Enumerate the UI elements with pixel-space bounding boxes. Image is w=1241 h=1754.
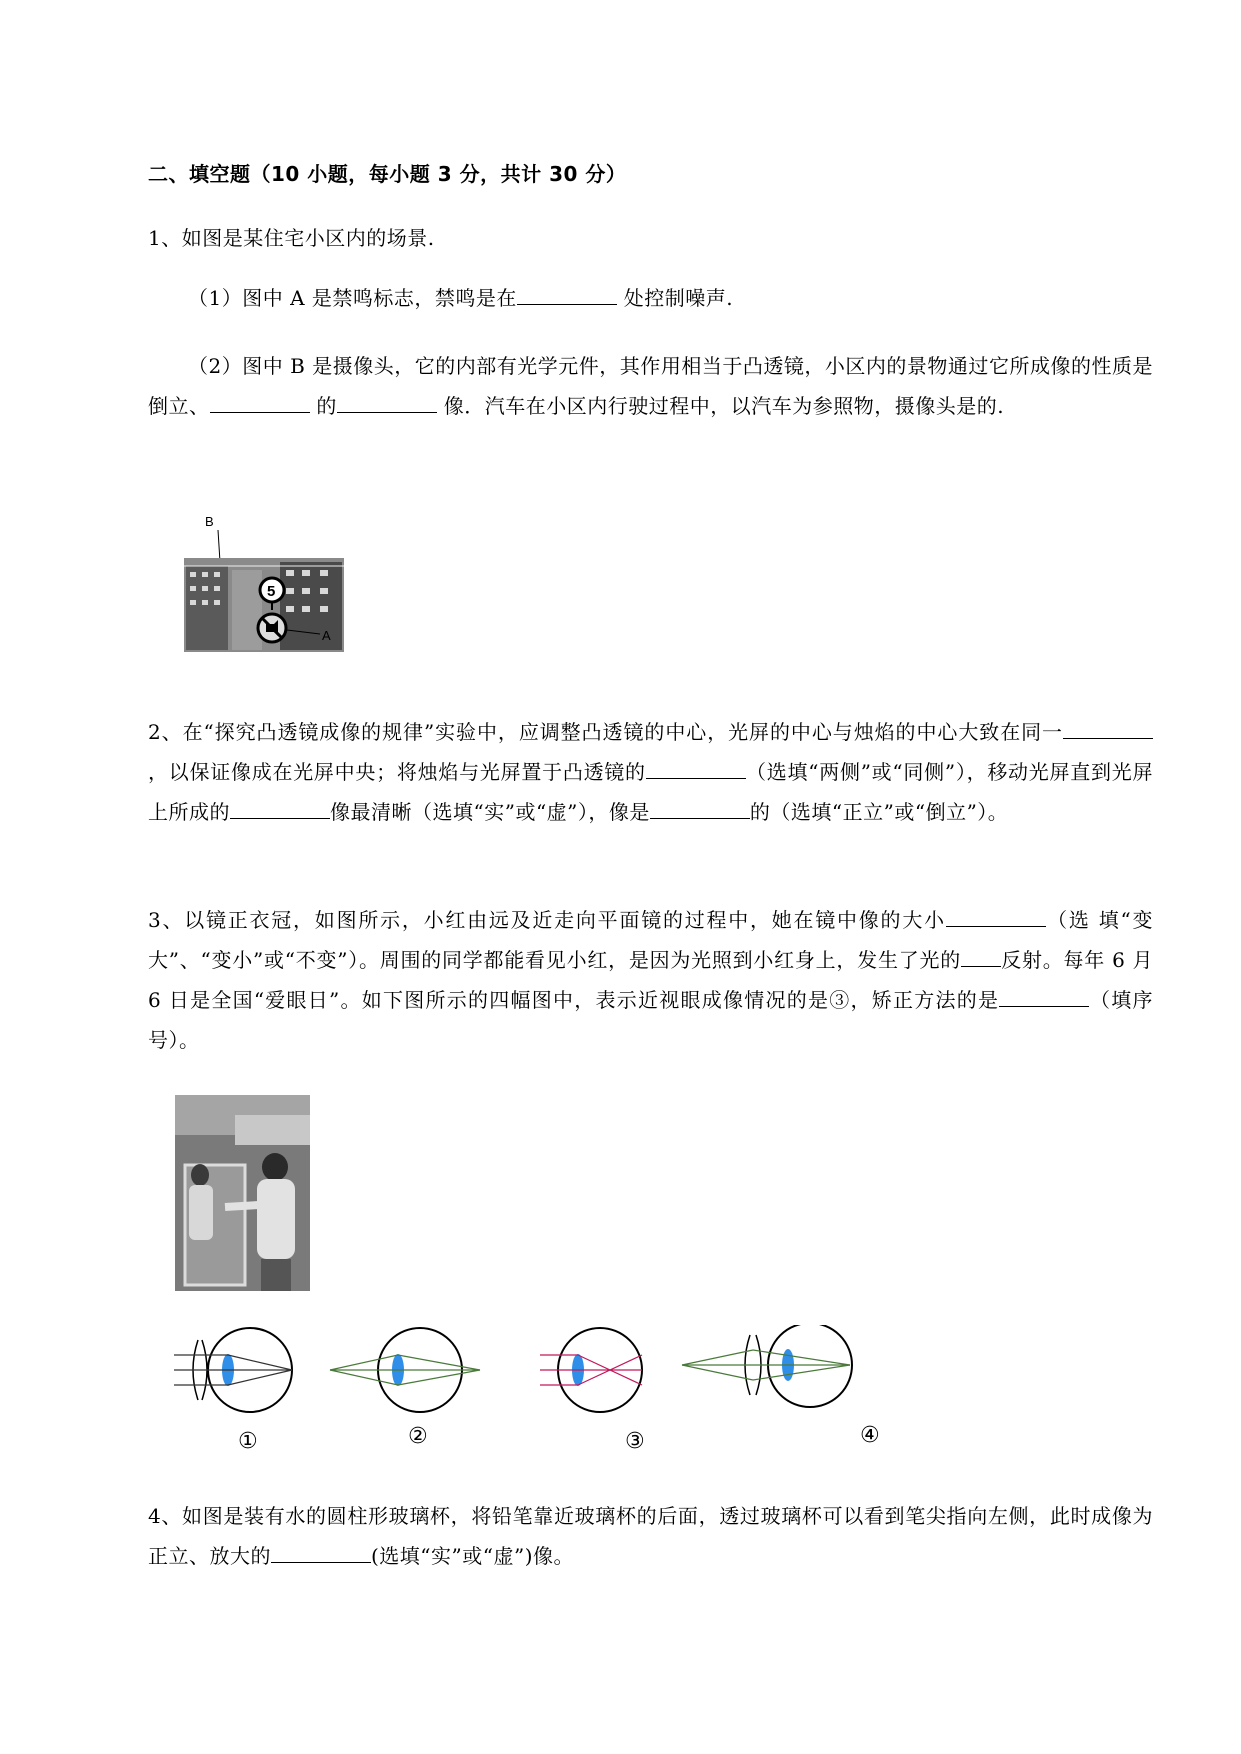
eye-diagram-4 [682,1325,852,1407]
q3-text-c: 反射。每年 6 月 6 日是全国“爱眼日”。如下图所示的四幅图中，表示近视眼成像情况的是③，矫正方法的是 [148,948,1153,1012]
q3-text [148,900,1153,1060]
q2-text-e: 的（选填“正立”或“倒立”）。 [749,800,1009,824]
eye-label-2: ② [408,1424,428,1449]
eye-label-4: ④ [860,1423,880,1448]
q2-text-a: 2、在“探究凸透镜成像的规律”实验中，应调整凸透镜的中心，光屏的中心与烛焰的中心大致在同一 [148,720,1063,744]
mirror-photo-figure [175,1095,310,1291]
eye-diagram-3 [540,1328,642,1412]
answer-blank[interactable] [337,390,437,413]
q3-text-b: （选 填“变大”、“变小”或“不变”）。周围的同学都能看见小红，是因为光照到小红身上，发生了光的 [148,908,1153,972]
eye-label-3: ③ [625,1429,645,1454]
q4-text-a: 4、如图是装有水的圆柱形玻璃杯，将铅笔靠近玻璃杯的后面，透过玻璃杯可以看到笔尖指向左侧，此时成像为正立、放大的 [148,1504,1153,1568]
answer-blank[interactable] [1063,716,1153,739]
answer-blank[interactable] [961,944,1001,967]
answer-blank[interactable] [646,756,746,779]
q1-part2-text-d: 的. [976,394,1005,418]
q1-part1-text-a: （1）图中 A 是禁鸣标志，禁鸣是在 [188,286,517,310]
q1-stem: 1、如图是某住宅小区内的场景. [148,226,435,250]
q4-text-b: (选填“实”或“虚”)像。 [371,1544,575,1568]
q3-text-d: （填序号）。 [148,988,1154,1052]
girl-figure [262,1153,288,1181]
figure-label-b: B [205,514,214,529]
speed-limit-number: 5 [267,583,276,600]
q1-part2-text-b: 的 [309,394,337,418]
answer-blank[interactable] [946,904,1046,927]
q2-text-d: 像最清晰（选填“实”或“虚”），像是 [330,800,650,824]
eye-label-1: ① [238,1429,258,1454]
building-left [186,566,228,650]
q2-text-b: ，以保证像成在光屏中央；将烛焰与光屏置于凸透镜的 [148,760,646,784]
section-heading: 二、填空题（10 小题，每小题 3 分，共计 30 分） [148,162,627,186]
eye-diagram-2 [330,1328,480,1412]
q1-part1 [148,278,1153,318]
answer-blank[interactable] [230,796,330,819]
answer-blank[interactable] [517,282,617,305]
q1-part2 [148,346,1153,426]
q4-text [148,1496,1153,1576]
eye-diagrams-figure [170,1325,930,1455]
building-middle [232,570,262,650]
q3-text-a: 3、以镜正衣冠，如图所示，小红由远及近走向平面镜的过程中，她在镜中像的大小 [148,908,946,932]
answer-blank[interactable] [999,984,1089,1007]
figure-label-a: A [322,628,331,643]
q1-part2-text-c: 像．汽车在小区内行驶过程中，以汽车为参照物，摄像头是 [436,394,977,418]
answer-blank[interactable] [210,390,310,413]
q2-text-c: （选填“两侧”或“同侧”），移动光屏直到光屏上所成的 [148,760,1154,824]
q2-text [148,712,1153,832]
answer-blank[interactable] [650,796,750,819]
answer-blank[interactable] [271,1540,371,1563]
residential-scene-figure [180,510,380,660]
q1-part2-text-a: （2）图中 B 是摄像头，它的内部有光学元件，其作用相当于凸透镜，小区内的景物通过它所成像的性质是倒立、 [148,354,1153,418]
eye-diagram-1 [174,1328,292,1412]
q1-part1-text-b: 处控制噪声. [616,286,734,310]
